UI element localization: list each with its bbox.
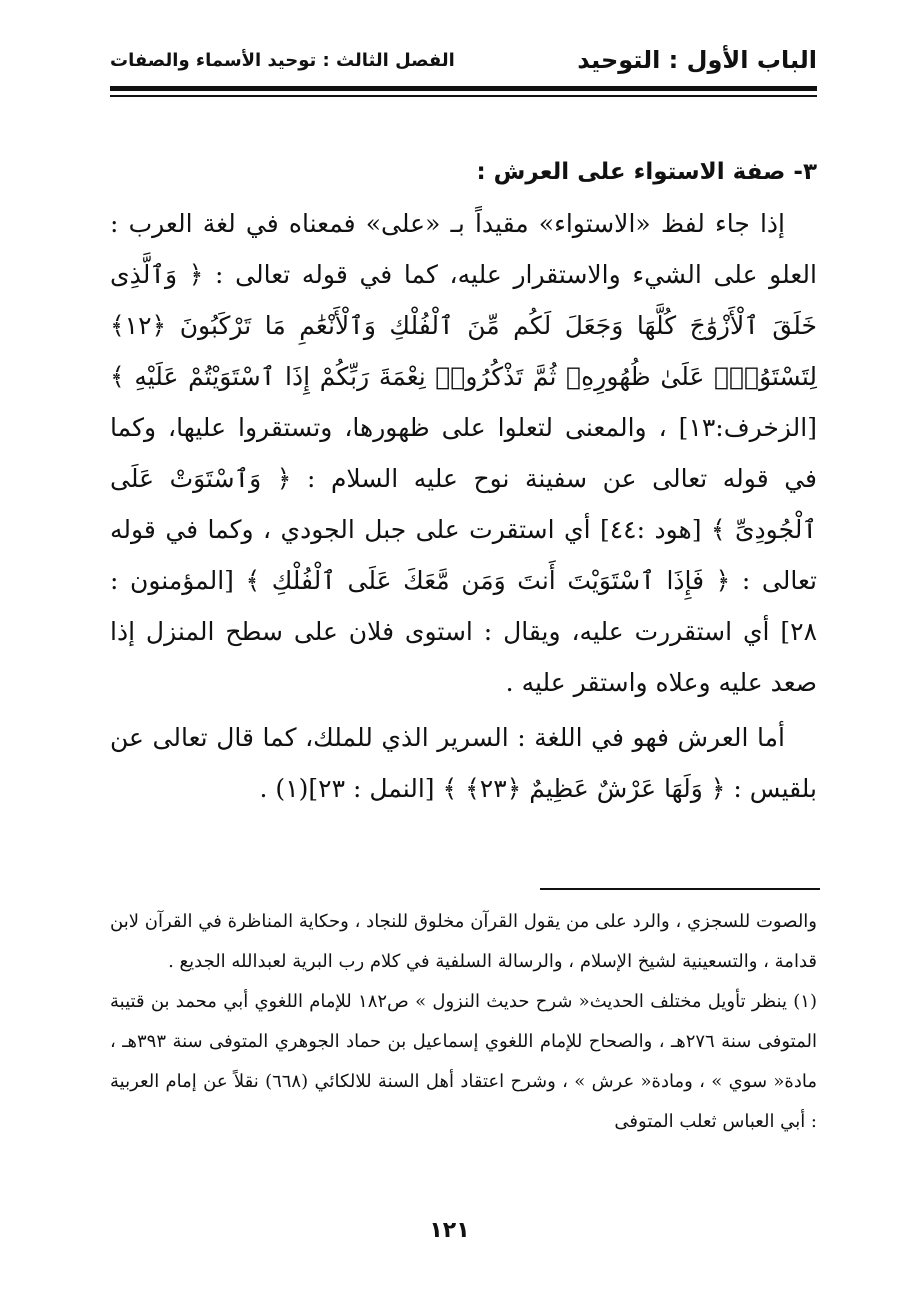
section-heading: ٣- صفة الاستواء على العرش : [476,159,817,185]
page-number: ١٢١ [429,1218,470,1243]
chapter-title: الباب الأول : التوحيد [577,46,817,74]
running-header [110,38,817,86]
paragraph-arsh: أما العرش فهو في اللغة : السرير الذي للملك، كما قال تعالى عن بلقيس : ﴿ وَلَهَا عَرْشٌ عَظِيمٌ ﴿٢٣﴾ ﴾ [النمل : ٢٣](١) . [110,723,817,803]
footnotes [110,902,817,1142]
header-rule-thin [110,95,817,97]
paragraph-istiwa: إذا جاء لفظ «الاستواء» مقيداً بـ «على» فمعناه في لغة العرب : العلو على الشيء والاستقرار عليه، كما في قوله تعالى : ﴿ وَٱلَّذِى خَلَقَ ٱلْأَزْوَٰجَ كُلَّهَا وَجَعَلَ لَكُم مِّنَ ٱلْفُلْكِ وَٱلْأَنْعَٰمِ مَا تَرْكَبُونَ ﴿١٢﴾ لِتَسْتَوُۥا۟ عَلَىٰ ظُهُورِهِۦ ثُمَّ تَذْكُرُوا۟ نِعْمَةَ رَبِّكُمْ إِذَا ٱسْتَوَيْتُمْ عَلَيْهِ ﴾ [الزخرف:١٣] ، والمعنى لتعلوا على ظهورها، وتستقروا عليها، وكما في قوله تعالى عن سفينة نوح عليه السلام : ﴿ وَٱسْتَوَتْ عَلَى ٱلْجُودِىِّ ﴾ [هود :٤٤] أي استقرت على جبل الجودي ، وكما في قوله تعالى : ﴿ فَإِذَا ٱسْتَوَيْتَ أَنتَ وَمَن مَّعَكَ عَلَى ٱلْفُلْكِ ﴾ [المؤمنون : ٢٨] أي استقررت عليه، ويقال : استوى فلان على سطح المنزل إذا صعد عليه وعلاه واستقر عليه . [110,209,817,697]
footnote-separator [540,888,820,890]
footnote-continued: والصوت للسجزي ، والرد على من يقول القرآن مخلوق للنجاد ، وحكاية المناظرة في القرآن لابن قدامة ، والتسعينية لشيخ الإسلام ، والرسالة السلفية في كلام رب البرية لعبدالله الجديع . [110,911,817,972]
header-rule-thick [110,86,817,91]
main-text [110,150,817,814]
section-running-title: الفصل الثالث : توحيد الأسماء والصفات [110,50,455,71]
footnote-1: (١) ينظر تأويل مختلف الحديث« شرح حديث النزول » ص١٨٢ للإمام اللغوي أبي محمد بن قتيبة المتوفى سنة ٢٧٦هـ ، والصحاح للإمام اللغوي إسماعيل بن حماد الجوهري المتوفى سنة ٣٩٣هـ ، مادة« سوي » ، ومادة« عرش » ، وشرح اعتقاد أهل السنة للالكائي (٦٦٨) نقلاً عن إمام العربية : أبي العباس ثعلب المتوفى [110,991,817,1132]
